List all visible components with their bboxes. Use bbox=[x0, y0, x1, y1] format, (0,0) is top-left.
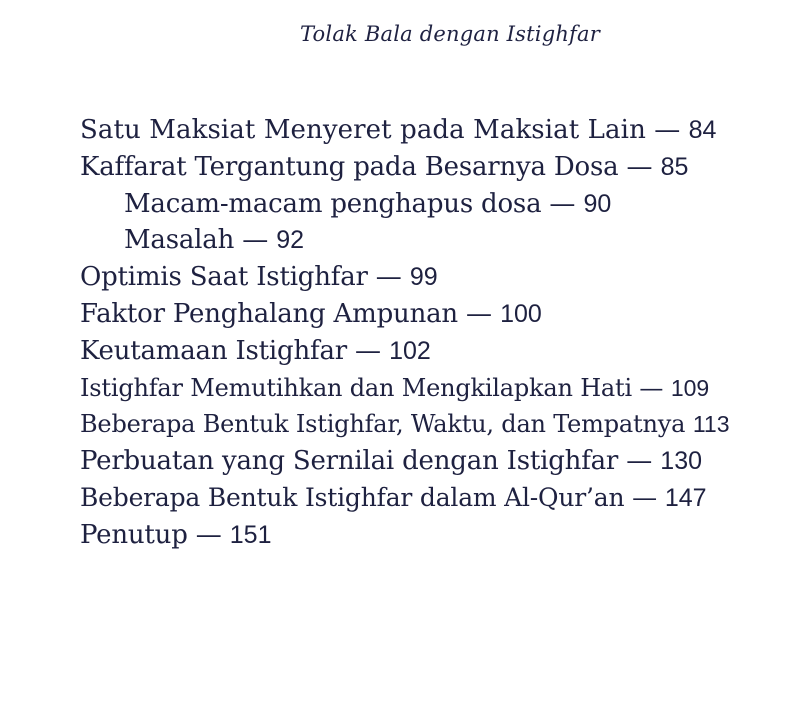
toc-entry-title: Macam-macam penghapus dosa — bbox=[124, 188, 576, 219]
toc-entry-page: 85 bbox=[660, 152, 689, 181]
toc-entry-page: 100 bbox=[500, 299, 542, 328]
toc-subentry bbox=[80, 222, 780, 259]
toc-entry bbox=[80, 370, 780, 407]
toc-entry-title: Masalah — bbox=[124, 225, 268, 256]
toc-entry-title: Kaffarat Tergantung pada Besarnya Dosa — bbox=[80, 151, 653, 182]
toc-entry bbox=[80, 480, 780, 517]
toc-entry-page: 90 bbox=[583, 189, 612, 218]
toc-entry bbox=[80, 259, 780, 296]
toc-entry bbox=[80, 333, 780, 370]
toc-entry-page: 113 bbox=[692, 411, 730, 438]
toc-subentry bbox=[80, 186, 780, 223]
toc-entry-title: Perbuatan yang Sernilai dengan Istighfar — bbox=[80, 446, 653, 477]
toc-entry-title: Istighfar Memutihkan dan Mengkilapkan Hati — bbox=[80, 373, 664, 402]
toc-entry bbox=[80, 112, 780, 149]
toc-entry-page: 151 bbox=[229, 520, 272, 549]
toc-entry-title: Beberapa Bentuk Istighfar dalam Al-Qur’an — bbox=[80, 482, 657, 512]
toc-entry bbox=[80, 406, 780, 443]
toc-entry bbox=[80, 149, 780, 186]
toc-entry-page: 147 bbox=[664, 483, 707, 512]
toc-entry-page: 92 bbox=[276, 226, 305, 255]
toc-entry-title: Faktor Penghalang Ampunan — bbox=[80, 298, 492, 329]
toc-entry bbox=[80, 517, 780, 554]
running-head: Tolak Bala dengan Istighfar bbox=[299, 22, 600, 46]
toc-entry-page: 99 bbox=[409, 263, 438, 292]
toc-entry-title: Penutup — bbox=[80, 519, 222, 550]
toc-entry-title: Beberapa Bentuk Istighfar, Waktu, dan Tempatnya bbox=[80, 410, 686, 439]
toc-entry-title: Keutamaan Istighfar — bbox=[80, 335, 381, 366]
toc-entry bbox=[80, 443, 780, 480]
toc-entry-page: 130 bbox=[660, 447, 703, 476]
toc-entry-title: Satu Maksiat Menyeret pada Maksiat Lain — bbox=[80, 115, 681, 145]
toc-entry-page: 84 bbox=[688, 116, 717, 144]
toc-entry-page: 102 bbox=[389, 336, 431, 365]
toc-entry bbox=[80, 296, 780, 333]
toc-entry-title: Optimis Saat Istighfar — bbox=[80, 262, 402, 293]
table-of-contents bbox=[80, 112, 780, 554]
toc-entry-page: 109 bbox=[670, 374, 710, 401]
